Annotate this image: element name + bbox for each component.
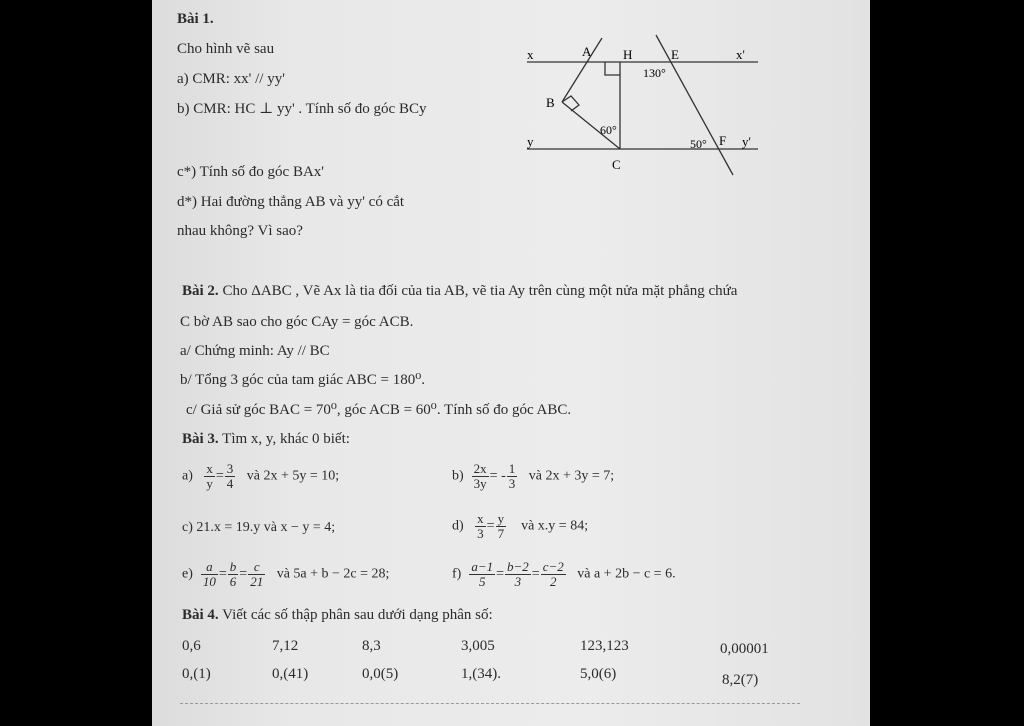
bai2-part-b: b/ Tổng 3 góc của tam giác ABC = 180⁰.	[180, 372, 425, 388]
bai1-part-a: a) CMR: xx' // yy'	[177, 71, 285, 87]
bai4-r1-c4: 3,005	[461, 638, 495, 654]
label-a: A	[582, 44, 592, 59]
bai4-r2-c4: 1,(34).	[461, 666, 501, 682]
fraction: $\frac{c}{21}$	[250, 559, 264, 589]
label-x-prime: x'	[736, 47, 745, 62]
bai1-part-d-line2: nhau không? Vì sao?	[177, 223, 303, 239]
bai2-line1	[182, 282, 737, 300]
bai4-r2-c3: 0,0(5)	[362, 666, 399, 682]
bai3-c: c) 21.x = 19.y và x − y = 4;	[182, 520, 336, 535]
label-f: F	[719, 133, 727, 148]
bai4-r1-c1: 0,6	[182, 638, 201, 654]
label-b: B	[546, 95, 555, 110]
bai3-f-rest: và a + 2b − c = 6.	[577, 566, 676, 582]
bai1-part-d-line1: d*) Hai đường thẳng AB và yy' có cắt	[177, 194, 405, 210]
fraction: $\frac{b}{6}$	[229, 559, 237, 589]
fraction: $\frac{3}{4}$	[226, 461, 234, 491]
bai4-title: Bài 4.	[182, 607, 219, 623]
bai1-part-b: b) CMR: HC ⊥ yy' . Tính số đo góc BCy	[177, 101, 427, 117]
bai3-a-rest: và 2x + 5y = 10;	[246, 468, 340, 484]
fraction: $\frac{y}{7}$	[497, 511, 505, 541]
bai4-header	[182, 606, 493, 624]
bai2-title: Bài 2.	[182, 283, 219, 299]
bai1-part-c: c*) Tính số đo góc BAx'	[177, 164, 324, 180]
bai2-part-a: a/ Chứng minh: Ay // BC	[180, 343, 330, 359]
fraction: $\frac{2x}{3y}$	[473, 461, 487, 491]
bai3-d-label: d)	[452, 518, 464, 534]
angle-130: 130°	[643, 66, 666, 80]
bai2-statement: Cho ΔABC , Vẽ Ax là tia đối của tia AB, vẽ tia Ay trên cùng một nửa mặt phẳng chứa	[222, 283, 738, 299]
bai3-d: d) $\frac{x}{3}$ = $\frac{y}{7}$ và x.y = 84;	[452, 511, 589, 541]
fraction: $\frac{1}{3}$	[508, 461, 516, 491]
bai4-r1-c3: 8,3	[362, 638, 381, 654]
fraction: $\frac{x}{3}$	[477, 511, 484, 541]
label-h: H	[623, 47, 633, 62]
label-y-prime: y'	[742, 134, 751, 149]
bai1-title: Bài 1.	[177, 11, 214, 27]
bai3-title: Bài 3.	[182, 431, 219, 447]
bai3-f-label: f)	[452, 566, 462, 582]
bottom-divider	[180, 703, 800, 704]
bai1-intro: Cho hình vẽ sau	[177, 41, 275, 57]
bai3-a: a) $\frac{x}{y}$ = $\frac{3}{4}$ và 2x + 5y = 10;	[182, 461, 340, 491]
bai3-b-rest: và 2x + 3y = 7;	[528, 468, 615, 484]
angle-60: 60°	[600, 123, 617, 137]
fraction: $\frac{a-1}{5}$	[471, 559, 494, 589]
bai4-r2-c2: 0,(41)	[272, 666, 309, 682]
label-x: x	[527, 47, 534, 62]
bai4-r2-c5: 5,0(6)	[580, 666, 617, 682]
bai3-header	[182, 430, 350, 448]
fraction: $\frac{b-2}{3}$	[507, 559, 529, 589]
bai3-b: b) $\frac{2x}{3y}$ = - $\frac{1}{3}$ và 2x + 3y = 7;	[452, 461, 615, 491]
transversal-ef	[656, 35, 733, 175]
bai4-r2-c1: 0,(1)	[182, 666, 211, 682]
bai4-r2-c6: 8,2(7)	[722, 672, 759, 688]
bai4-r1-c6: 0,00001	[720, 641, 769, 657]
fraction: $\frac{a}{10}$	[202, 559, 216, 589]
bai4-r1-c2: 7,12	[272, 638, 299, 654]
label-y: y	[527, 134, 534, 149]
bai4-text: Viết các số thập phân sau dưới dạng phân số:	[222, 607, 493, 623]
label-c: C	[612, 157, 621, 172]
bai4-r1-c5: 123,123	[580, 638, 629, 654]
bai2-part-c: c/ Giả sử góc BAC = 70⁰, góc ACB = 60⁰. Tính số đo góc ABC.	[186, 402, 572, 418]
bai3-e-label: e)	[182, 566, 193, 582]
bai3-text: Tìm x, y, khác 0 biết:	[222, 431, 350, 447]
bai3-e-rest: và 5a + b − 2c = 28;	[276, 566, 390, 582]
bai2-line2: C bờ AB sao cho góc CAy = góc ACB.	[180, 314, 414, 330]
label-e: E	[671, 47, 679, 62]
bai3-a-label: a)	[182, 468, 193, 484]
bai3-d-rest: và x.y = 84;	[521, 518, 589, 534]
fraction: $\frac{c-2}{2}$	[542, 559, 564, 589]
angle-50: 50°	[690, 137, 707, 151]
fraction: $\frac{x}{y}$	[206, 461, 213, 491]
bai3-e: e) $\frac{a}{10}$ = $\frac{b}{6}$ = $\frac{c}{21}$ và 5a + b − 2c = 28;	[182, 559, 390, 589]
bai3-f: f) $\frac{a-1}{5}$ = $\frac{b-2}{3}$ = $\frac{c-2}{2}$ và a + 2b − c = 6.	[452, 559, 676, 589]
right-angle-h	[605, 62, 620, 75]
bai3-b-label: b)	[452, 468, 464, 484]
